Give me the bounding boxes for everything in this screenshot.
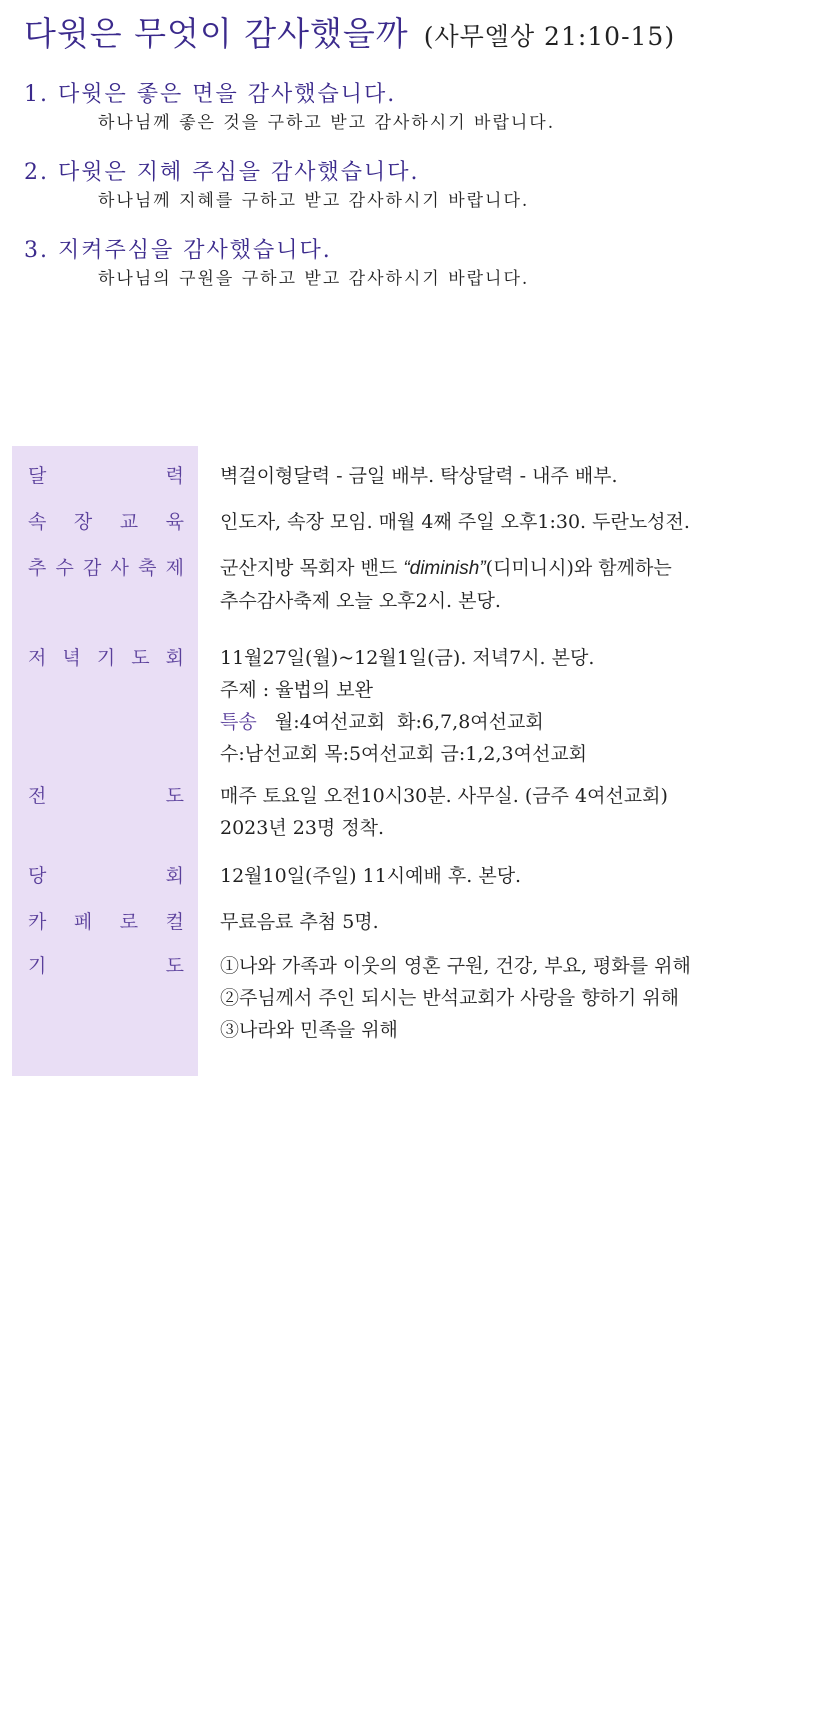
content-line: 수:남선교회 목:5여선교회 금:1,2,3여선교회 — [220, 743, 588, 765]
content-line — [220, 552, 824, 585]
point-heading: 2. 다윗은 지혜 주심을 감사했습니다. — [24, 160, 420, 185]
content-text: 월:4여선교회 화:6,7,8여선교회 — [256, 711, 544, 733]
announcement-row-cafe — [12, 898, 824, 942]
label-char: 수 — [55, 557, 74, 579]
row-label — [12, 446, 198, 498]
content-line: 무료음료 추첨 5명. — [220, 911, 379, 933]
label-char: 추 — [28, 557, 47, 579]
row-content — [198, 626, 824, 768]
page-title-row — [24, 8, 824, 55]
content-line — [220, 706, 824, 738]
content-line: 벽걸이형달력 - 금일 배부. 탁상달력 - 내주 배부. — [220, 465, 618, 487]
content-line: 11월27일(월)~12월1일(금). 저녁7시. 본당. — [220, 647, 595, 669]
announcement-row-prayer — [12, 942, 824, 1076]
label-char: 저 — [28, 647, 47, 669]
row-label — [12, 498, 198, 544]
row-content — [198, 942, 824, 1076]
row-label — [12, 852, 198, 898]
label-char: 력 — [165, 465, 184, 487]
announcement-row-evening-prayer — [12, 626, 824, 768]
label-char: 제 — [165, 557, 184, 579]
sermon-point-1 — [24, 80, 824, 136]
scripture-reference: (사무엘상 21:10-15) — [423, 22, 676, 51]
label-char: 카 — [28, 911, 47, 933]
row-label — [12, 898, 198, 942]
label-char: 감 — [83, 557, 102, 579]
announcement-row-council — [12, 852, 824, 898]
row-label — [12, 768, 198, 852]
row-label — [12, 942, 198, 1076]
point-heading: 1. 다윗은 좋은 면을 감사했습니다. — [24, 82, 397, 107]
announcement-row-class-education — [12, 498, 824, 544]
label-char: 육 — [165, 511, 184, 533]
row-content — [198, 498, 824, 544]
label-char: 컬 — [165, 911, 184, 933]
label-char: 도 — [165, 785, 184, 807]
point-application: 하나님께 좋은 것을 구하고 받고 감사하시기 바랍니다. — [98, 113, 556, 133]
content-line: ①나와 가족과 이웃의 영혼 구원, 건강, 부요, 평화를 위해 — [220, 955, 691, 977]
label-char: 달 — [28, 465, 47, 487]
label-char: 전 — [28, 785, 47, 807]
content-line: 12월10일(주일) 11시예배 후. 본당. — [220, 865, 522, 887]
content-line: 매주 토요일 오전10시30분. 사무실. (금주 4여선교회) — [220, 785, 668, 807]
label-char: 페 — [73, 911, 93, 933]
label-char: 회 — [165, 865, 184, 887]
label-char: 기 — [96, 647, 116, 669]
label-char: 속 — [28, 511, 47, 533]
point-heading: 3. 지켜주심을 감사했습니다. — [24, 238, 332, 263]
label-char: 로 — [119, 911, 139, 933]
content-text: 군산지방 목회자 밴드 — [220, 557, 404, 579]
row-content — [198, 446, 824, 498]
announcement-row-evangelism — [12, 768, 824, 852]
label-char: 장 — [73, 511, 93, 533]
row-content — [198, 852, 824, 898]
page-title: 다윗은 무엇이 감사했을까 — [24, 14, 409, 53]
label-char: 도 — [131, 647, 150, 669]
announcements-table — [12, 446, 824, 1076]
point-application: 하나님의 구원을 구하고 받고 감사하시기 바랍니다. — [98, 269, 530, 289]
point-application: 하나님께 지혜를 구하고 받고 감사하시기 바랍니다. — [98, 191, 530, 211]
row-content — [198, 768, 824, 852]
special-song-tag: 특송 — [220, 711, 257, 733]
announcement-row-calendar — [12, 446, 824, 498]
row-content — [198, 898, 824, 942]
band-name: “diminish” — [403, 558, 486, 579]
label-char: 회 — [165, 647, 184, 669]
row-label — [12, 626, 198, 768]
row-content — [198, 544, 824, 626]
label-char: 당 — [28, 865, 47, 887]
row-label — [12, 544, 198, 626]
content-line: ②주님께서 주인 되시는 반석교회가 사랑을 향하기 위해 — [220, 987, 680, 1009]
content-line: 주제 : 율법의 보완 — [220, 679, 373, 701]
content-line: 인도자, 속장 모임. 매월 4째 주일 오후1:30. 두란노성전. — [220, 511, 690, 533]
sermon-point-3 — [24, 236, 824, 292]
content-line: ③나라와 민족을 위해 — [220, 1019, 398, 1041]
content-line: 추수감사축제 오늘 오후2시. 본당. — [220, 590, 501, 612]
label-char: 녁 — [62, 647, 81, 669]
content-line: 2023년 23명 정착. — [220, 817, 385, 839]
label-char: 기 — [28, 955, 47, 977]
sermon-points — [24, 80, 824, 314]
content-text: (디미니시)와 함께하는 — [485, 557, 672, 579]
label-char: 교 — [119, 511, 139, 533]
label-char: 사 — [110, 557, 129, 579]
announcement-row-thanksgiving-festival — [12, 544, 824, 626]
sermon-point-2 — [24, 158, 824, 214]
label-char: 도 — [165, 955, 184, 977]
label-char: 축 — [138, 557, 157, 579]
